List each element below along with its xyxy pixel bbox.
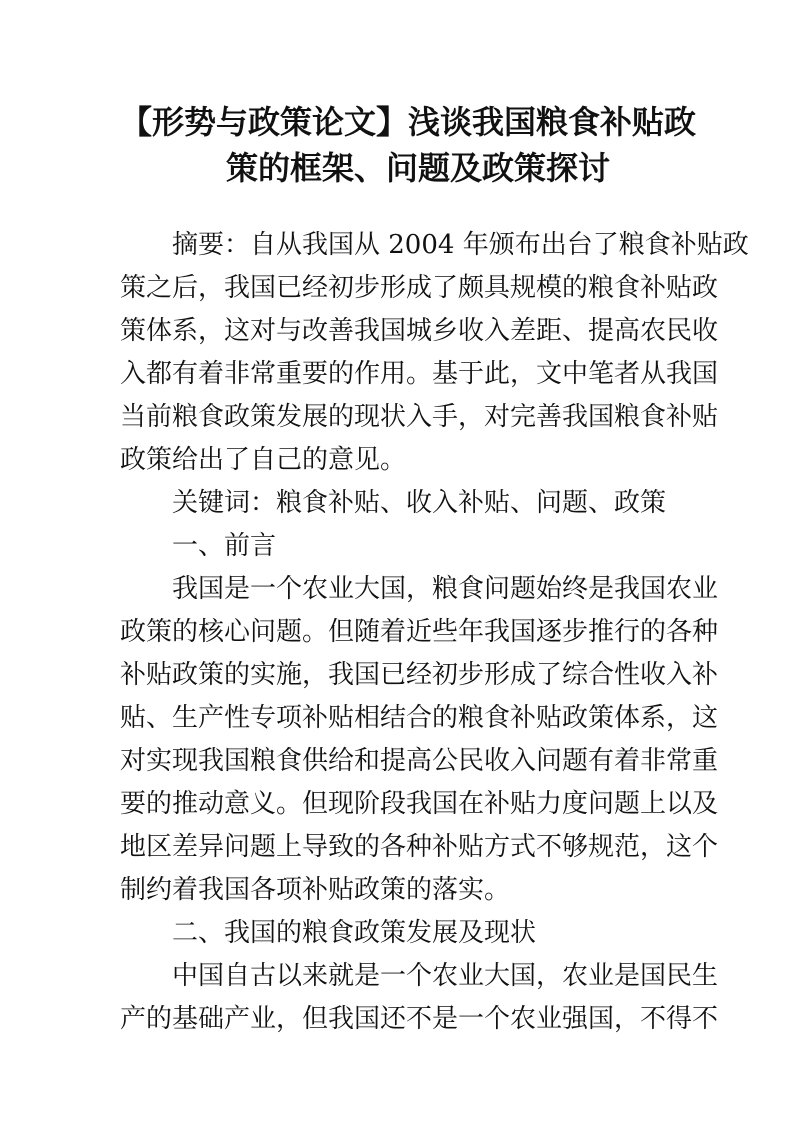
section-1-line-2: 政策的核心问题。但随着近些年我国逐步推行的各种 xyxy=(120,617,719,647)
section-1-line-7: 地区差异问题上导致的各种补贴方式不够规范，这个 xyxy=(120,832,719,862)
abstract-line-4: 入都有着非常重要的作用。基于此，文中笔者从我国 xyxy=(120,359,719,389)
section-2-heading: 二、我国的粮食政策发展及现状 xyxy=(172,918,537,948)
section-1-line-8: 制约着我国各项补贴政策的落实。 xyxy=(120,875,511,905)
document-title-line-1: 【形势与政策论文】浅谈我国粮食补贴政 xyxy=(120,103,697,141)
abstract-line-3: 策体系，这对与改善我国城乡收入差距、提高农民收 xyxy=(120,316,719,346)
section-1-line-1: 我国是一个农业大国，粮食问题始终是我国农业 xyxy=(172,574,719,604)
document-title-line-2: 策的框架、问题及政策探讨 xyxy=(226,149,611,187)
section-1-line-5: 对实现我国粮食供给和提高公民收入问题有着非常重 xyxy=(120,746,719,776)
abstract-line-5: 当前粮食政策发展的现状入手，对完善我国粮食补贴 xyxy=(120,402,719,432)
keywords-line: 关键词：粮食补贴、收入补贴、问题、政策 xyxy=(172,488,667,518)
abstract-line-2: 策之后，我国已经初步形成了颇具规模的粮食补贴政 xyxy=(120,273,719,303)
abstract-line-1: 摘要：自从我国从 2004 年颁布出台了粮食补贴政 xyxy=(172,230,749,260)
abstract-line-6: 政策给出了自己的意见。 xyxy=(120,445,407,475)
section-1-line-4: 贴、生产性专项补贴相结合的粮食补贴政策体系，这 xyxy=(120,703,719,733)
section-1-line-3: 补贴政策的实施，我国已经初步形成了综合性收入补 xyxy=(120,660,719,690)
section-1-heading: 一、前言 xyxy=(172,531,277,561)
section-2-line-2: 产的基础产业，但我国还不是一个农业强国，不得不 xyxy=(120,1004,719,1034)
section-2-line-1: 中国自古以来就是一个农业大国，农业是国民生 xyxy=(172,961,719,991)
section-1-line-6: 要的推动意义。但现阶段我国在补贴力度问题上以及 xyxy=(120,789,719,819)
